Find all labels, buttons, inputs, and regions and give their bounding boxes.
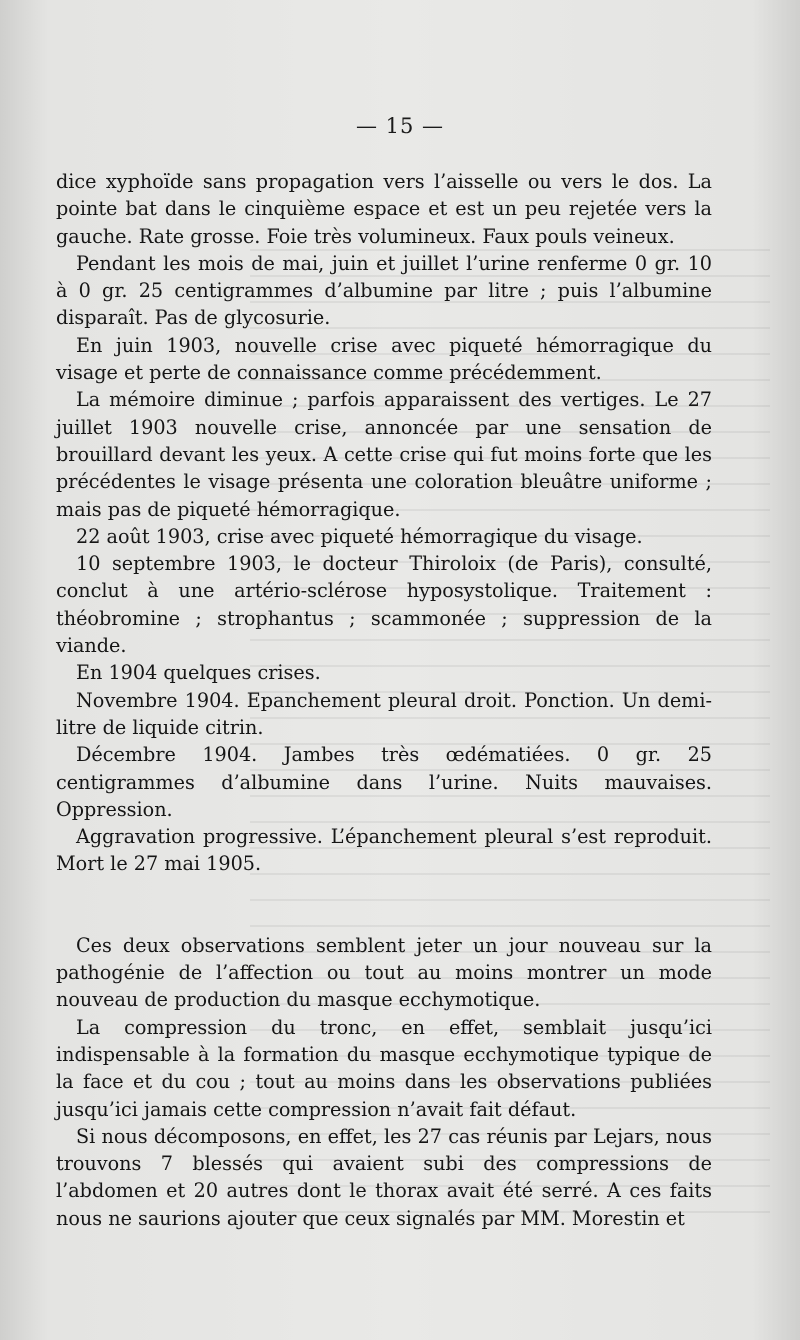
paragraph: Novembre 1904. Epanchement pleural droit. Ponction. Un demi-litre de liquide citrin.: [56, 688, 712, 739]
body-text: [56, 168, 712, 1232]
paragraph: Ces deux observations semblent jeter un jour nouveau sur la pathogénie de l’affection ou tout au moins montrer un mode nouveau de production du masque ecchymotique.: [56, 933, 712, 1012]
paragraph: Aggravation progressive. L’épanchement pleural s’est reproduit. Mort le 27 mai 1905.: [56, 825, 712, 876]
paragraph: En juin 1903, nouvelle crise avec piqueté hémorragique du visage et perte de connaissance comme précédemment.: [56, 333, 712, 385]
paragraph: Pendant les mois de mai, juin et juillet l’urine renferme 0 gr. 10 à 0 gr. 25 centigrammes d’albumine par litre ; puis l’albumine disparaît. Pas de glycosurie.: [56, 251, 712, 330]
paragraph: Si nous décomposons, en effet, les 27 cas réunis par Lejars, nous trouvons 7 blessés qui avaient subi des compressions de l’abdomen et 20 autres dont le thorax avait été serré. A ces faits nous ne saurions ajouter que ceux signalés par MM. Morestin et: [56, 1124, 712, 1230]
paragraph: La mémoire diminue ; parfois apparaissent des vertiges. Le 27 juillet 1903 nouvelle crise, annoncée par une sensation de brouillard devant les yeux. A cette crise qui fut moins forte que les précédentes le visage présenta une coloration bleuâtre uniforme ; mais pas de piqueté hémorragique.: [56, 388, 712, 521]
paragraph: 10 septembre 1903, le docteur Thiroloix (de Paris), consulté, conclut à une artério-sclérose hyposystolique. Traitement : théobromine ; strophantus ; scammonée ; suppression de la viande.: [56, 552, 712, 658]
page-number: — 15 —: [355, 114, 445, 138]
paragraph: dice xyphoïde sans propagation vers l’aisselle ou vers le dos. La pointe bat dans le cinquième espace et est un peu rejetée vers la gauche. Rate grosse. Foie très volumineux. Faux pouls veineux.: [56, 170, 712, 248]
paragraph: Décembre 1904. Jambes très œdématiées. 0 gr. 25 centigrammes d’albumine dans l’urine. Nuits mauvaises. Oppression.: [56, 743, 712, 821]
paragraph: En 1904 quelques crises.: [76, 661, 321, 685]
paragraph: 22 août 1903, crise avec piqueté hémorragique du visage.: [76, 524, 643, 548]
paragraph: La compression du tronc, en effet, semblait jusqu’ici indispensable à la formation du masque ecchymotique typique de la face et du cou ; tout au moins dans les observations publiées jusqu’ici jamais cette compression n’avait fait défaut.: [56, 1015, 712, 1121]
